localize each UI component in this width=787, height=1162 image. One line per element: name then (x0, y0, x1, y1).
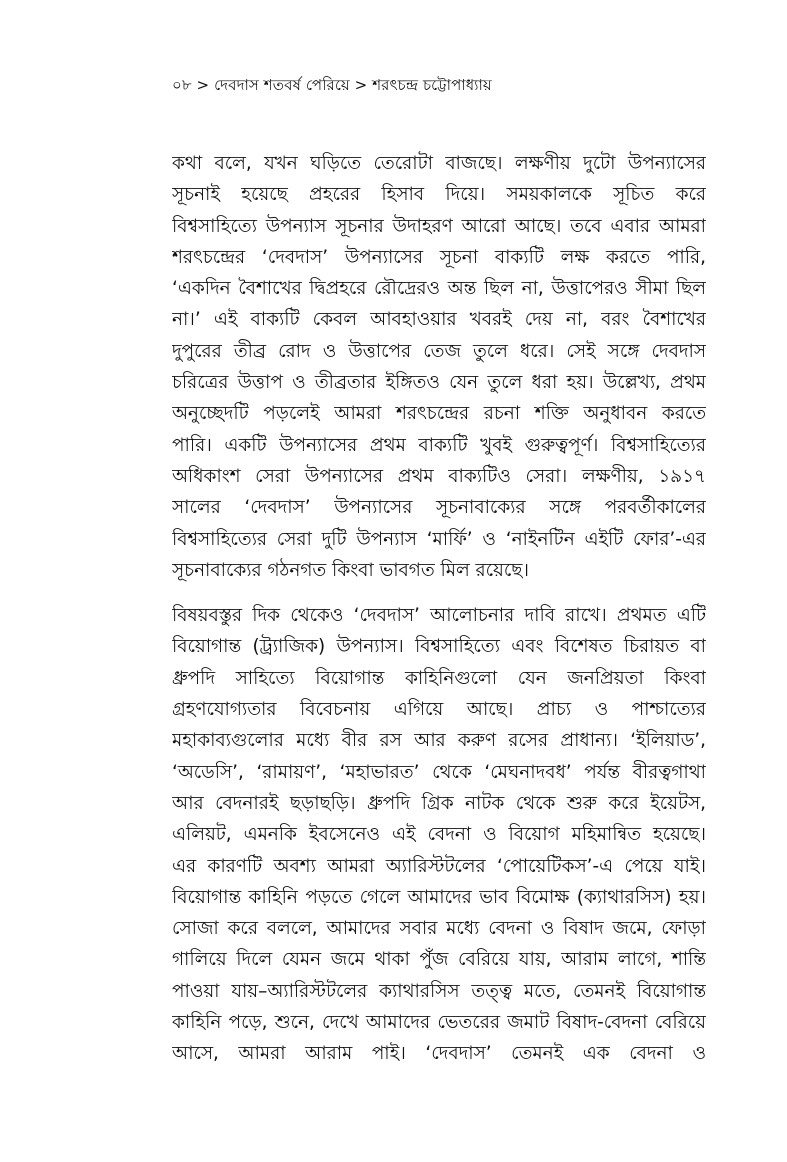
text-line: বিশ্বসাহিত্যের সেরা দুটি উপন্যাস ‘মার্ফি’ ও ‘নাইনটিন এইটি ফোর’-এর (172, 528, 706, 550)
text-line: না।’ এই বাক্যটি কেবল আবহাওয়ার খবরই দেয় না, বরং বৈশাখের (172, 309, 706, 331)
text-line: সূচনাবাক্যের গঠনগত কিংবা ভাবগত মিল রয়েছে। (172, 559, 529, 581)
text-line: ‘অডেসি’, ‘রামায়ণ’, ‘মহাভারত’ থেকে ‘মেঘনাদবধ’ পর্যন্ত বীরত্বগাথা (172, 761, 706, 783)
running-head: ০৮ > দেবদাস শতবর্ষ পেরিয়ে > শরৎচন্দ্র চট্টোপাধ্যায় (172, 76, 492, 94)
text-line: বিষয়বস্তুর দিক থেকেও ‘দেবদাস’ আলোচনার দাবি রাখে। প্রথমত এটি (172, 605, 706, 627)
text-line: বিয়োগান্ত কাহিনি পড়তে গেলে আমাদের ভাব বিমোক্ষ (ক্যাথারসিস) হয়। (172, 886, 706, 908)
text-line: অধিকাংশ সেরা উপন্যাসের প্রথম বাক্যটিও সেরা। লক্ষণীয়, ১৯১৭ (172, 465, 706, 487)
text-line: সূচনাই হয়েছে প্রহরের হিসাব দিয়ে। সময়কালকে সূচিত করে (172, 184, 706, 206)
text-line: কাহিনি পড়ে, শুনে, দেখে আমাদের ভেতরের জমাট বিষাদ-বেদনা বেরিয়ে (172, 1012, 706, 1034)
text-line: বিশ্বসাহিত্যে উপন্যাস সূচনার উদাহরণ আরো আছে। তবে এবার আমরা (172, 215, 706, 237)
text-line: শরৎচন্দ্রের ‘দেবদাস’ উপন্যাসের সূচনা বাক্যটি লক্ষ করতে পারি, (172, 246, 706, 268)
text-line: চরিত্রের উত্তাপ ও তীব্রতার ইঙ্গিতও যেন তুলে ধরা হয়। উল্লেখ্য, প্রথম (172, 372, 706, 394)
paragraph (172, 600, 706, 1069)
text-line: পারি। একটি উপন্যাসের প্রথম বাক্যটি খুবই গুরুত্বপূর্ণ। বিশ্বসাহিত্যের (172, 434, 706, 456)
text-line: গ্রহণযোগ্যতার বিবেচনায় এগিয়ে আছে। প্রাচ্য ও পাশ্চাত্যের (172, 699, 706, 721)
text-line: সোজা করে বললে, আমাদের সবার মধ্যে বেদনা ও বিষাদ জমে, ফোড়া (172, 918, 706, 940)
text-line: আর বেদনারই ছড়াছড়ি। ধ্রুপদি গ্রিক নাটক থেকে শুরু করে ইয়েটস, (172, 792, 706, 814)
text-line: অনুচ্ছেদটি পড়লেই আমরা শরৎচন্দ্রের রচনা শক্তি অনুধাবন করতে (172, 403, 706, 425)
text-line: গালিয়ে দিলে যেমন জমে থাকা পুঁজ বেরিয়ে যায়, আরাম লাগে, শান্তি (172, 949, 706, 971)
text-line: বিয়োগান্ত (ট্র্যাজিক) উপন্যাস। বিশ্বসাহিত্যে এবং বিশেষত চিরায়ত বা (172, 636, 706, 658)
text-line: দুপুরের তীব্র রোদ ও উত্তাপের তেজ তুলে ধরে। সেই সঙ্গে দেবদাস (172, 340, 706, 362)
text-line: আসে, আমরা আরাম পাই। ‘দেবদাস’ তেমনই এক বেদনা ও (172, 1043, 706, 1065)
body-text (172, 148, 706, 1070)
text-line: কথা বলে, যখন ঘড়িতে তেরোটা বাজছে। লক্ষণীয় দুটো উপন্যাসের (172, 153, 706, 174)
text-line: এর কারণটি অবশ্য আমরা অ্যারিস্টটলের ‘পোয়েটিকস’-এ পেয়ে যাই। (172, 855, 706, 877)
text-line: সালের ‘দেবদাস’ উপন্যাসের সূচনাবাক্যের সঙ্গে পরবর্তীকালের (172, 497, 706, 519)
text-line: ধ্রুপদি সাহিত্যে বিয়োগান্ত কাহিনিগুলো যেন জনপ্রিয়তা কিংবা (172, 667, 706, 689)
paragraph (172, 148, 706, 586)
text-line: ‘একদিন বৈশাখের দ্বিপ্রহরে রৌদ্রেরও অন্ত ছিল না, উত্তাপেরও সীমা ছিল (172, 278, 706, 300)
text-line: মহাকাব্যগুলোর মধ্যে বীর রস আর করুণ রসের প্রাধান্য। ‘ইলিয়াড’, (172, 730, 706, 752)
text-line: এলিয়ট, এমনকি ইবসেনেও এই বেদনা ও বিয়োগ মহিমান্বিত হয়েছে। (172, 824, 706, 846)
text-line: পাওয়া যায়–অ্যারিস্টটলের ক্যাথারসিস তত্ত্ব মতে, তেমনই বিয়োগান্ত (172, 980, 706, 1002)
